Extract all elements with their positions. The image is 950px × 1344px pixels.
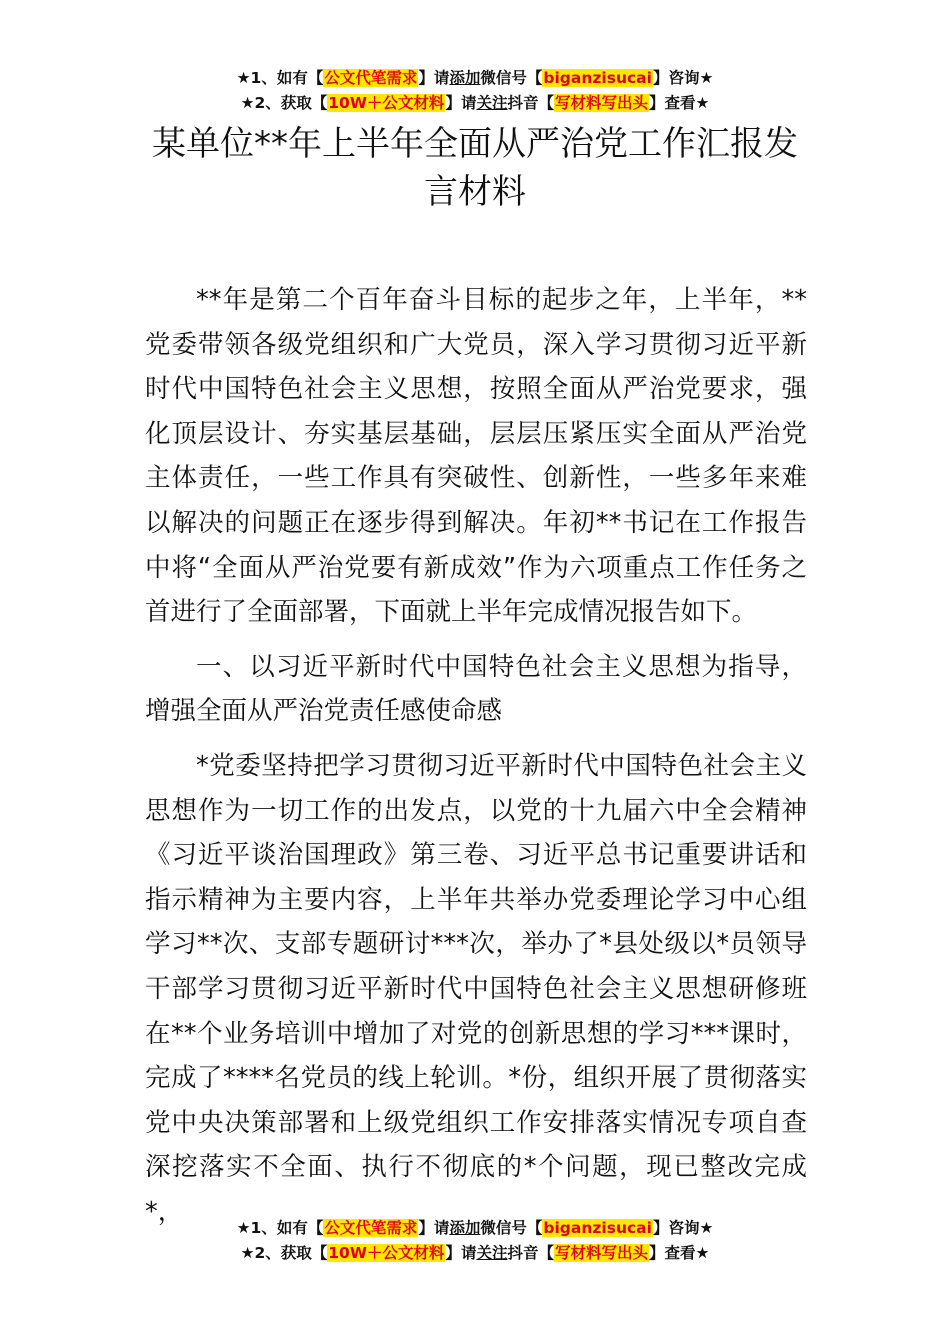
promo-text: ★2、获取【: [240, 94, 328, 112]
promo-line-2: [0, 1241, 950, 1266]
bottom-promo-banner: [0, 1216, 950, 1266]
top-promo-banner: [0, 66, 950, 116]
promo-text: 微信号【: [480, 1219, 543, 1237]
promo-highlight: 公文代笔需求: [324, 69, 418, 87]
promo-text: ★1、如有【: [236, 69, 324, 87]
promo-text: 】咨询★: [652, 69, 714, 87]
promo-text: 】请: [445, 94, 477, 112]
promo-text: 微信号【: [480, 69, 543, 87]
promo-highlight: 10W＋公文材料: [328, 94, 445, 112]
promo-highlight: 10W＋公文材料: [328, 1244, 445, 1262]
promo-text: ★1、如有【: [236, 1219, 324, 1237]
promo-highlight: 公文代笔需求: [324, 1219, 418, 1237]
promo-highlight: 写材料写出头: [554, 1244, 648, 1262]
paragraph: *党委坚持把学习贯彻习近平新时代中国特色社会主义思想作为一切工作的出发点，以党的十九届六中全会精神《习近平谈治国理政》第三卷、习近平总书记重要讲话和指示精神为主要内容，上半年共举办党委理论学习中心组学习**次、支部专题研讨***次，举办了*县处级以*员领导干部学习贯彻习近平新时代中国特色社会主义思想研修班在**个业务培训中增加了对党的创新思想的学习***课时，完成了****名党员的线上轮训。*份，组织开展了贯彻落实党中央决策部署和上级党组织工作安排落实情况专项自查深挖落实不全面、执行不彻底的*个问题，现已整改完成*，: [145, 750, 807, 1227]
promo-text: ★2、获取【: [240, 1244, 328, 1262]
document-title: 某单位**年上半年全面从严治党工作汇报发言材料: [152, 124, 798, 212]
promo-text: 抖音【: [507, 94, 554, 112]
paragraph: **年是第二个百年奋斗目标的起步之年，上半年，**党委带领各级党组织和广大党员，深入学习贯彻习近平新时代中国特色社会主义思想，按照全面从严治党要求，强化顶层设计、夯实基层基础，层层压紧压实全面从严治党主体责任，一些工作具有突破性、创新性，一些多年来难以解决的问题正在逐步得到解决。年初**书记在工作报告中将“全面从严治党要有新成效”作为六项重点工作任务之首进行了全面部署，下面就上半年完成情况报告如下。: [145, 285, 807, 628]
promo-highlight: biganzisucai: [543, 69, 652, 87]
promo-underline: 添加: [449, 1219, 481, 1237]
promo-line-2: [0, 91, 950, 116]
promo-underline: 关注: [476, 1244, 508, 1262]
promo-text: 】查看★: [649, 94, 710, 112]
promo-line-1: [0, 1216, 950, 1241]
promo-text: 】咨询★: [652, 1219, 714, 1237]
promo-underline: 关注: [476, 94, 508, 112]
promo-line-1: [0, 66, 950, 91]
promo-text: 】请: [445, 1244, 477, 1262]
promo-highlight: biganzisucai: [543, 1219, 652, 1237]
promo-text: 】请: [418, 1219, 450, 1237]
promo-text: 】查看★: [649, 1244, 710, 1262]
section-heading: 一、以习近平新时代中国特色社会主义思想为指导，增强全面从严治党责任感使命感: [145, 651, 807, 727]
document-body: [145, 278, 807, 1234]
promo-text: 抖音【: [507, 1244, 554, 1262]
promo-highlight: 写材料写出头: [554, 94, 648, 112]
promo-text: 】请: [418, 69, 450, 87]
promo-underline: 添加: [449, 69, 481, 87]
